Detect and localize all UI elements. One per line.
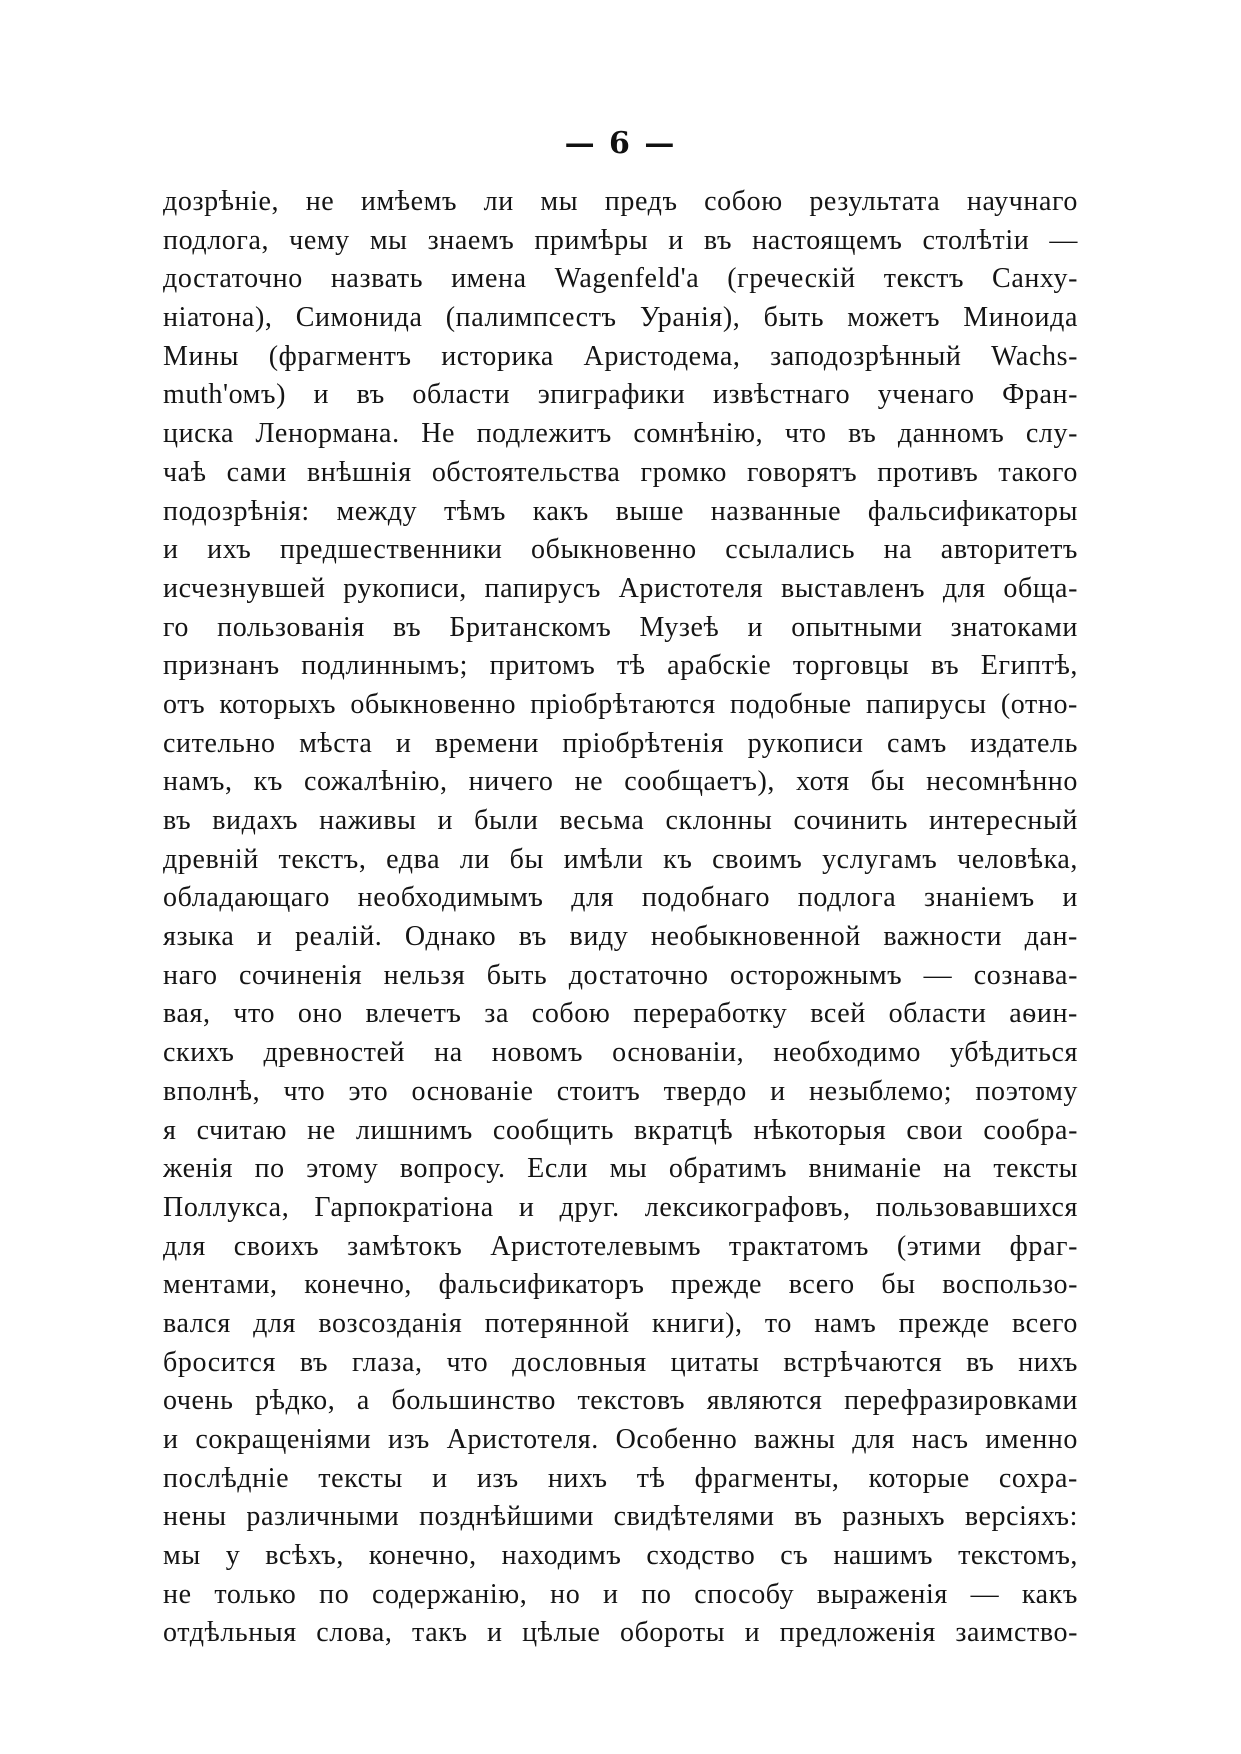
text-line: мы у всѣхъ, конечно, находимъ сходство съ нашимъ текстомъ, — [163, 1540, 1078, 1572]
text-line: обладающаго необходимымъ для подобнаго подлога знаніемъ и — [163, 882, 1078, 914]
text-line: намъ, къ сожалѣнію, ничего не сообщаетъ), хотя бы несомнѣнно — [163, 766, 1078, 798]
text-line: скихъ древностей на новомъ основаніи, необходимо убѣдиться — [163, 1037, 1078, 1069]
text-line: дозрѣніе, не имѣемъ ли мы предъ собою результата научнаго — [163, 186, 1078, 217]
text-line: для своихъ замѣтокъ Аристотелевымъ трактатомъ (этими фраг- — [163, 1230, 1078, 1262]
body-text — [163, 183, 1078, 1653]
text-line: вая, что оно влечетъ за собою переработку всей области аѳин- — [163, 998, 1078, 1030]
text-line: Поллукса, Гарпократіона и друг. лексикографовъ, пользовавшихся — [163, 1191, 1078, 1223]
text-line: наго сочиненія нельзя быть достаточно осторожнымъ — сознава- — [163, 959, 1078, 991]
text-line: вполнѣ, что это основаніе стоитъ твердо и незыблемо; поэтому — [163, 1075, 1078, 1107]
text-line: исчезнувшей рукописи, папирусъ Аристотеля выставленъ для обща- — [163, 572, 1078, 604]
text-line: древній текстъ, едва ли бы имѣли къ своимъ услугамъ человѣка, — [163, 843, 1078, 875]
text-line: вался для возсозданія потерянной книги), то намъ прежде всего — [163, 1307, 1078, 1339]
text-line: не только по содержанію, но и по способу выраженія — какъ — [163, 1578, 1078, 1610]
text-line: признанъ подлиннымъ; притомъ тѣ арабскіе торговцы въ Египтѣ, — [163, 650, 1078, 682]
text-line: достаточно назвать имена Wagenfeld'а (греческій текстъ Санху- — [163, 263, 1078, 295]
text-line: и сокращеніями изъ Аристотеля. Особенно важны для насъ именно — [163, 1424, 1078, 1455]
text-line: нены различными позднѣйшими свидѣтелями въ разныхъ версіяхъ: — [163, 1501, 1078, 1533]
text-line: я считаю не лишнимъ сообщить вкратцѣ нѣкоторыя свои сообра- — [163, 1114, 1078, 1146]
text-line: подозрѣнія: между тѣмъ какъ выше названные фальсификаторы — [163, 495, 1078, 527]
text-line: отдѣльныя слова, такъ и цѣлые обороты и предложенія заимство- — [163, 1617, 1078, 1649]
text-line: го пользованія въ Британскомъ Музеѣ и опытными знатоками — [163, 611, 1078, 643]
text-line: ніатона), Симонида (палимпсестъ Уранія), быть можетъ Миноида — [163, 302, 1078, 334]
text-line: циска Ленормана. Не подлежитъ сомнѣнію, что въ данномъ слу- — [163, 418, 1078, 450]
text-line: послѣдніе тексты и изъ нихъ тѣ фрагменты, которые сохра- — [163, 1462, 1078, 1494]
text-line: и ихъ предшественники обыкновенно ссылались на авторитетъ — [163, 534, 1078, 566]
text-line: въ видахъ наживы и были весьма склонны сочинить интересный — [163, 805, 1078, 836]
text-line: бросится въ глаза, что дословныя цитаты встрѣчаются въ нихъ — [163, 1346, 1078, 1378]
text-line: подлога, чему мы знаемъ примѣры и въ настоящемъ столѣтіи — — [163, 224, 1078, 256]
text-line: чаѣ сами внѣшнія обстоятельства громко говорятъ противъ такого — [163, 456, 1078, 488]
text-line: сительно мѣста и времени пріобрѣтенія рукописи самъ издатель — [163, 727, 1078, 759]
text-line: ментами, конечно, фальсификаторъ прежде всего бы воспользо- — [163, 1269, 1078, 1301]
text-line: языка и реалій. Однако въ виду необыкновенной важности дан- — [163, 921, 1078, 953]
page-number: — 6 — — [564, 126, 677, 161]
text-line: Мины (фрагментъ историка Аристодема, заподозрѣнный Wachs- — [163, 340, 1078, 372]
text-line: очень рѣдко, а большинство текстовъ являются перефразировками — [163, 1385, 1078, 1417]
text-line: отъ которыхъ обыкновенно пріобрѣтаются подобные папирусы (отно- — [163, 688, 1078, 720]
text-line: muth'омъ) и въ области эпиграфики извѣстнаго ученаго Фран- — [163, 379, 1078, 411]
text-line: женія по этому вопросу. Если мы обратимъ вниманіе на тексты — [163, 1153, 1078, 1185]
